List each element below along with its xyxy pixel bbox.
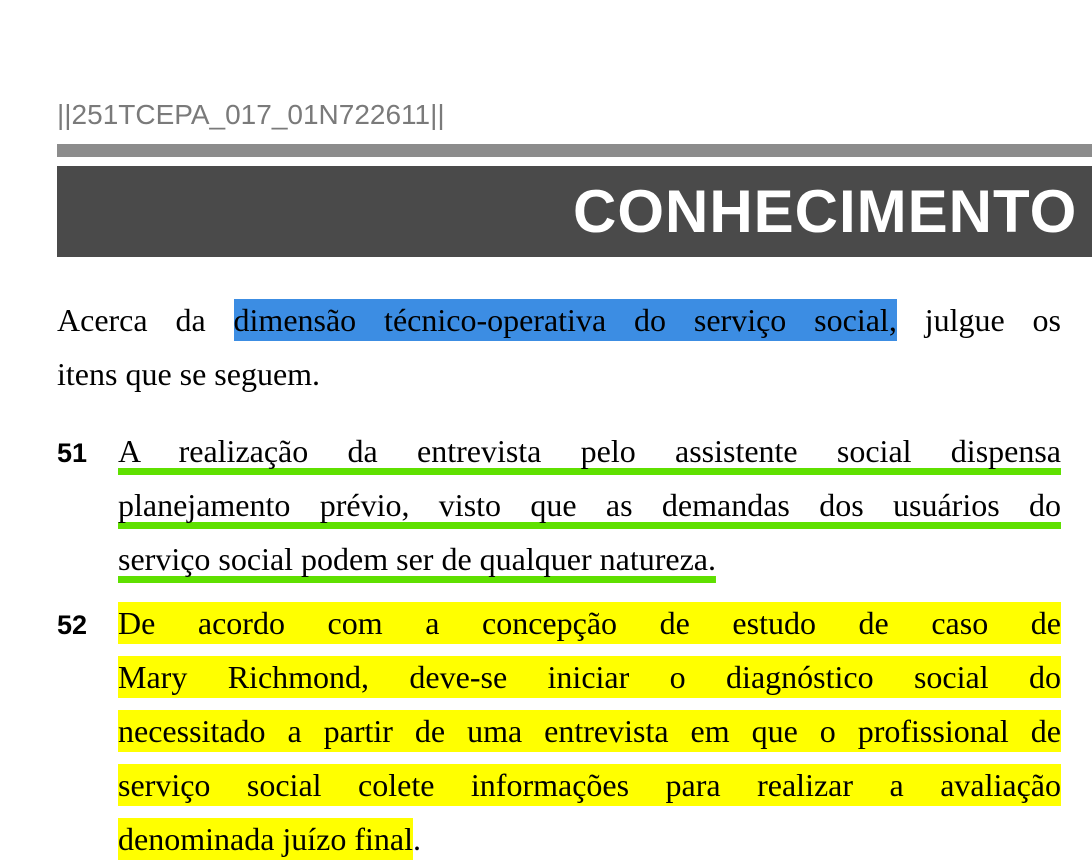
item-51-line-2: [118, 478, 1061, 532]
item-51-line-3: [118, 532, 1061, 586]
item-52-text: [118, 596, 1061, 866]
blue-highlighted-phrase: dimensão técnico-operativa do serviço social,: [234, 299, 897, 341]
green-underlined-text: serviço social podem ser de qualquer natureza.: [118, 541, 716, 577]
yellow-highlighted-text: Mary Richmond, deve-se iniciar o diagnóstico social do: [118, 656, 1061, 698]
question-item-51: [57, 424, 1061, 586]
intro-text-before-highlight: Acerca da: [57, 302, 234, 338]
intro-line-2: [57, 347, 1061, 401]
intro-line-1: [57, 293, 1061, 347]
green-underlined-text: planejamento prévio, visto que as demandas dos usuários do: [118, 487, 1061, 523]
item-51-line-1: [118, 424, 1061, 478]
item-52-line-2: [118, 650, 1061, 704]
yellow-highlighted-text: serviço social colete informações para realizar a avaliação: [118, 764, 1061, 806]
item-52-line-1: [118, 596, 1061, 650]
intro-text-after-highlight: julgue os: [896, 302, 1061, 338]
item-51-text: [118, 424, 1061, 586]
section-banner-title: CONHECIMENTO: [573, 178, 1078, 245]
document-code: ||251TCEPA_017_01N722611||: [57, 99, 445, 130]
green-underlined-text: A realização da entrevista pelo assistente social dispensa: [118, 433, 1061, 469]
intro-line-2-text: itens que se seguem.: [57, 356, 321, 392]
unhighlighted-period: .: [413, 821, 422, 857]
item-51-number: 51: [57, 438, 88, 468]
divider-bar: [57, 144, 1092, 157]
yellow-highlighted-text: denominada juízo final: [118, 818, 413, 860]
section-banner: [57, 166, 1092, 257]
yellow-highlighted-text: De acordo com a concepção de estudo de caso de: [118, 602, 1061, 644]
item-52-line-5: [118, 812, 1061, 866]
intro-paragraph: [57, 293, 1061, 401]
item-52-line-3: [118, 704, 1061, 758]
question-item-52: [57, 596, 1061, 866]
yellow-highlighted-text: necessitado a partir de uma entrevista em que o profissional de: [118, 710, 1061, 752]
item-52-number: 52: [57, 610, 88, 640]
item-52-line-4: [118, 758, 1061, 812]
